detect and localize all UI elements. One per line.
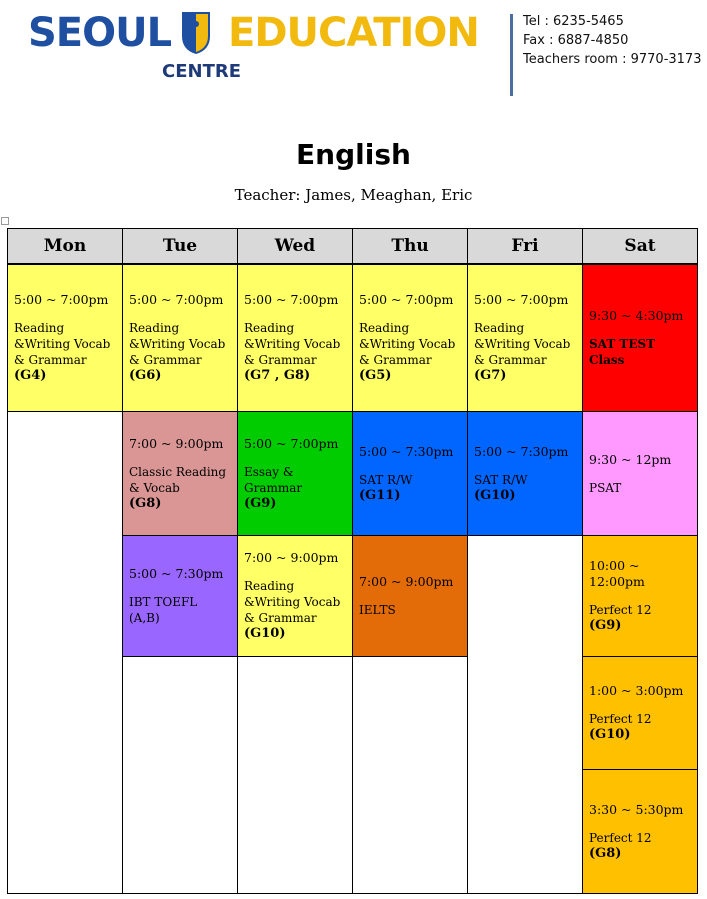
- class-time: 5:00 ~ 7:30pm: [129, 566, 224, 581]
- class-description: Reading &Writing Vocab & Grammar: [244, 321, 341, 367]
- class-time: 5:00 ~ 7:00pm: [129, 292, 224, 307]
- teacher-line: Teacher: James, Meaghan, Eric: [234, 186, 473, 204]
- class-time: 5:00 ~ 7:00pm: [474, 292, 569, 307]
- contact-info: [523, 12, 701, 69]
- class-cell: [582, 264, 698, 412]
- class-description: Reading &Writing Vocab & Grammar: [359, 321, 456, 367]
- class-cell: [237, 264, 353, 412]
- class-description: Reading &Writing Vocab & Grammar: [14, 321, 111, 367]
- class-description: SAT TEST Class: [589, 337, 656, 367]
- class-time: 7:00 ~ 9:00pm: [244, 550, 339, 565]
- timetable: [7, 228, 698, 894]
- class-time: 5:00 ~ 7:00pm: [359, 292, 454, 307]
- day-header-sat: Sat: [582, 228, 698, 264]
- class-time: 9:30 ~ 4:30pm: [589, 308, 684, 323]
- day-header-tue: Tue: [122, 228, 238, 264]
- class-grade: (G10): [244, 626, 286, 641]
- class-cell: [352, 411, 468, 536]
- class-grade: (G9): [244, 495, 277, 511]
- class-grade: (G5): [359, 368, 392, 383]
- class-grade: (G8): [129, 495, 162, 511]
- class-description: SAT R/W: [359, 472, 413, 487]
- class-cell: [582, 535, 698, 657]
- class-cell: [237, 535, 353, 657]
- class-cell: [467, 411, 583, 536]
- class-time: 5:00 ~ 7:30pm: [359, 443, 454, 459]
- contact-teachers-room: Teachers room : 9770-3173: [523, 52, 702, 67]
- class-time: 7:00 ~ 9:00pm: [359, 574, 454, 589]
- class-description: Reading &Writing Vocab & Grammar: [129, 321, 226, 367]
- class-cell: [352, 535, 468, 657]
- contact-fax: Fax : 6887-4850: [523, 33, 629, 48]
- class-description: PSAT: [589, 480, 622, 495]
- class-grade: (G10): [474, 487, 516, 503]
- logo: [28, 8, 498, 88]
- class-grade: (G7): [474, 368, 507, 383]
- class-time: 5:00 ~ 7:00pm: [244, 292, 339, 307]
- class-description: Perfect 12: [589, 712, 652, 726]
- day-header-wed: Wed: [237, 228, 353, 264]
- shield-icon: [180, 10, 212, 56]
- class-description: IBT TOEFL (A,B): [129, 595, 198, 625]
- class-description: Essay & Grammar: [244, 464, 303, 495]
- day-header-mon: Mon: [7, 228, 123, 264]
- class-grade: (G11): [359, 487, 401, 503]
- class-grade: (G8): [589, 845, 622, 861]
- class-grade: (G6): [129, 368, 162, 383]
- day-header-thu: Thu: [352, 228, 468, 264]
- class-grade: (G10): [589, 727, 631, 742]
- class-grade: (G9): [589, 618, 622, 633]
- class-cell: [582, 769, 698, 894]
- class-time: 7:00 ~ 9:00pm: [129, 435, 224, 451]
- class-time: 5:00 ~ 7:00pm: [14, 292, 109, 307]
- contact-tel: Tel : 6235-5465: [523, 14, 624, 29]
- class-cell: [237, 411, 353, 536]
- class-cell: [122, 264, 238, 412]
- day-header-fri: Fri: [467, 228, 583, 264]
- class-cell: [7, 264, 123, 412]
- class-time: 9:30 ~ 12pm: [589, 451, 672, 467]
- class-time: 10:00 ~ 12:00pm: [589, 558, 645, 589]
- class-description: Reading &Writing Vocab & Grammar: [244, 579, 341, 625]
- class-description: SAT R/W: [474, 472, 528, 487]
- class-cell: [582, 411, 698, 536]
- logo-centre-text: CENTRE: [162, 61, 242, 82]
- class-time: 3:30 ~ 5:30pm: [589, 801, 684, 817]
- class-description: Perfect 12: [589, 603, 652, 617]
- class-grade: (G7 , G8): [244, 368, 311, 383]
- class-description: Perfect 12: [589, 830, 652, 845]
- class-grade: (G4): [14, 368, 47, 383]
- class-time: 1:00 ~ 3:00pm: [589, 683, 684, 698]
- logo-education-text: EDUCATION: [228, 10, 479, 56]
- class-description: Reading &Writing Vocab & Grammar: [474, 321, 571, 367]
- page-title: English: [296, 138, 411, 171]
- class-cell: [582, 656, 698, 770]
- class-cell: [122, 411, 238, 536]
- class-time: 5:00 ~ 7:30pm: [474, 443, 569, 459]
- contact-divider: [510, 14, 513, 96]
- class-cell: [352, 264, 468, 412]
- table-anchor-handle[interactable]: [1, 217, 9, 225]
- class-cell: [467, 264, 583, 412]
- class-time: 5:00 ~ 7:00pm: [244, 435, 339, 451]
- class-description: IELTS: [359, 603, 396, 617]
- class-cell: [122, 535, 238, 657]
- class-description: Classic Reading & Vocab: [129, 464, 227, 495]
- logo-seoul-text: SEOUL: [28, 10, 172, 56]
